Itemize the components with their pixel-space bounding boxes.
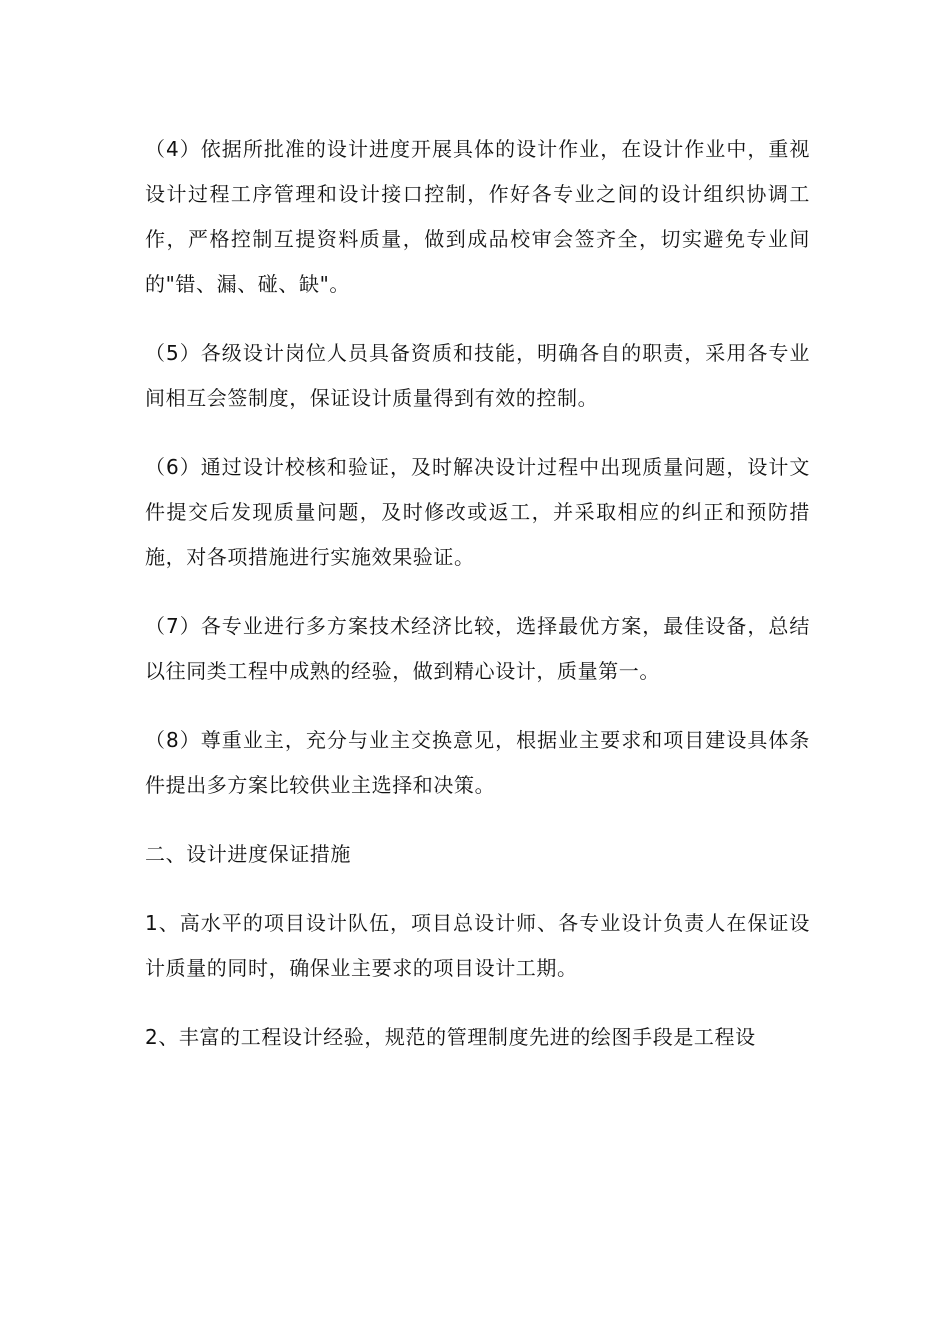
document-body xyxy=(145,127,810,1084)
paragraph-item-8: （8）尊重业主，充分与业主交换意见，根据业主要求和项目建设具体条件提出多方案比较供业主选择和决策。 xyxy=(145,728,810,797)
paragraph-item-7: （7）各专业进行多方案技术经济比较，选择最优方案，最佳设备，总结以往同类工程中成熟的经验，做到精心设计，质量第一。 xyxy=(145,614,810,683)
paragraph-measure-2: 2、丰富的工程设计经验，规范的管理制度先进的绘图手段是工程设 xyxy=(145,1025,756,1049)
paragraph-item-5: （5）各级设计岗位人员具备资质和技能，明确各自的职责，采用各专业间相互会签制度，保证设计质量得到有效的控制。 xyxy=(145,341,810,410)
paragraph-item-6: （6）通过设计校核和验证，及时解决设计过程中出现质量问题，设计文件提交后发现质量问题，及时修改或返工，并采取相应的纠正和预防措施，对各项措施进行实施效果验证。 xyxy=(145,455,810,569)
paragraph-measure-1: 1、高水平的项目设计队伍，项目总设计师、各专业设计负责人在保证设计质量的同时，确保业主要求的项目设计工期。 xyxy=(145,911,810,980)
section-heading: 二、设计进度保证措施 xyxy=(145,842,351,866)
paragraph-item-4: （4）依据所批准的设计进度开展具体的设计作业，在设计作业中，重视设计过程工序管理和设计接口控制，作好各专业之间的设计组织协调工作，严格控制互提资料质量，做到成品校审会签齐全，切实避免专业间的"错、漏、碰、缺"。 xyxy=(145,137,810,296)
